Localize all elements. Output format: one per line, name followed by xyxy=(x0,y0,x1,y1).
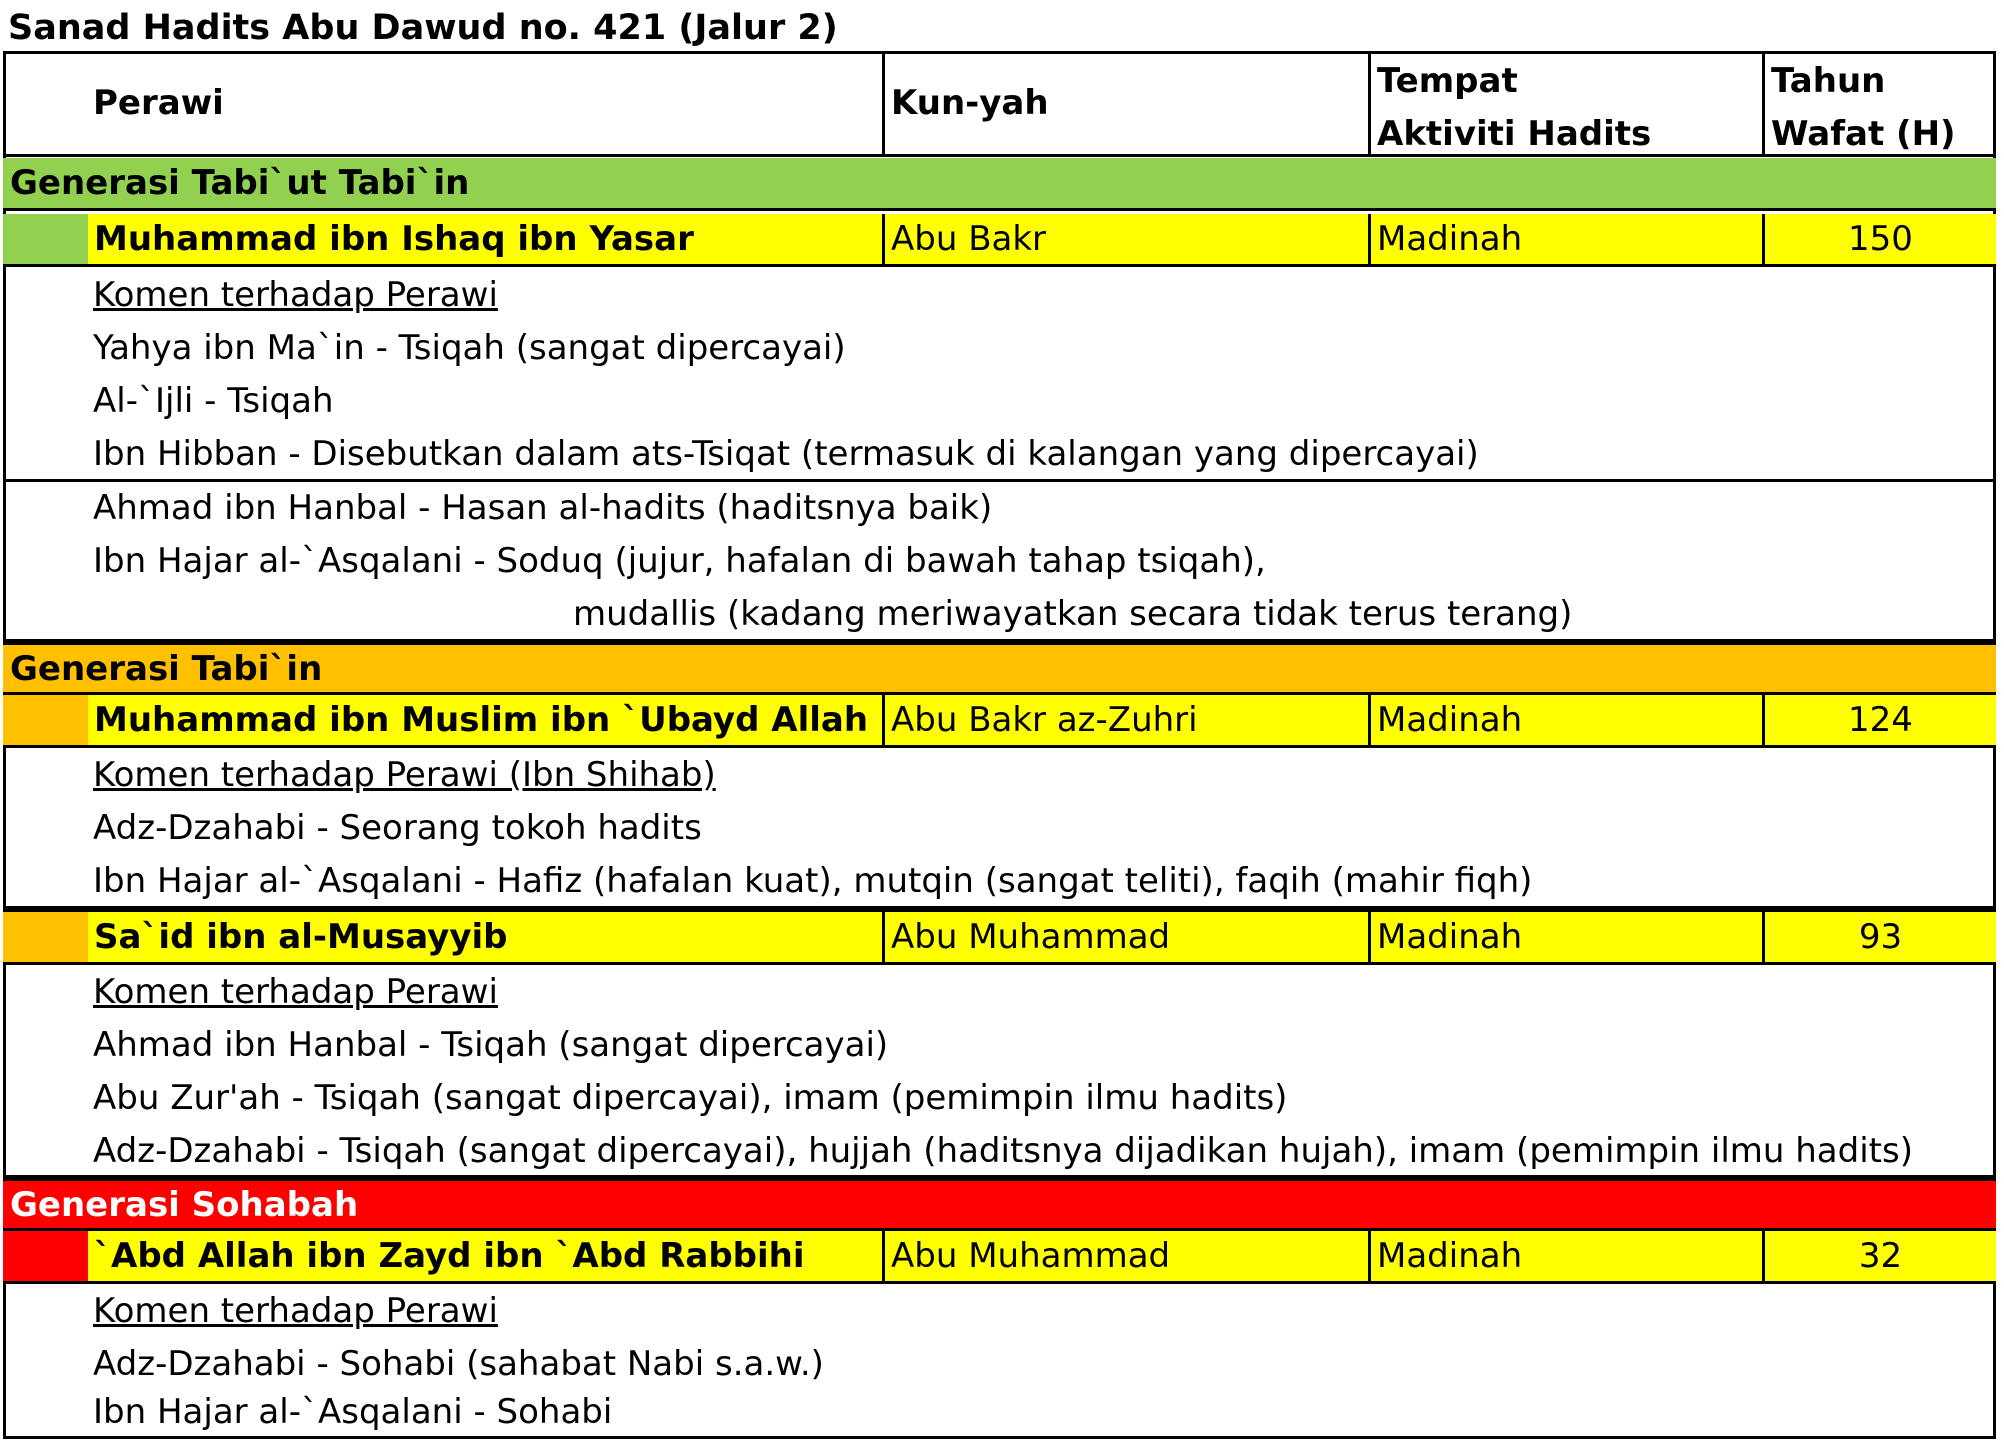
generation-marker xyxy=(3,1231,88,1281)
narrator-name: Muhammad ibn Muslim ibn `Ubayd Allah xyxy=(88,695,885,745)
narrator-tahun: 124 xyxy=(1765,695,1996,745)
comments-heading: Komen terhadap Perawi xyxy=(93,972,498,1012)
comment-line: Ibn Hajar al-`Asqalani - Sohabi xyxy=(93,1392,613,1432)
table-header xyxy=(3,51,1996,157)
comment-line: Ibn Hajar al-`Asqalani - Soduq (jujur, hafalan di bawah tahap tsiqah), xyxy=(93,541,1266,581)
narrator-tempat: Madinah xyxy=(1371,912,1765,962)
generation-tabiut-tabiin: Generasi Tabi`ut Tabi`in xyxy=(3,158,1996,211)
narrator-tempat: Madinah xyxy=(1371,695,1765,745)
narrator-name: Muhammad ibn Ishaq ibn Yasar xyxy=(88,214,885,264)
generation-marker xyxy=(3,695,88,745)
narrator-name: Sa`id ibn al-Musayyib xyxy=(88,912,885,962)
comment-line: Ibn Hajar al-`Asqalani - Hafiz (hafalan kuat), mutqin (sangat teliti), faqih (mahir fiqh) xyxy=(93,861,1533,901)
narrator-kunyah: Abu Muhammad xyxy=(885,1231,1371,1281)
generation-marker xyxy=(3,912,88,962)
narrator-row xyxy=(3,912,1996,965)
narrator-kunyah: Abu Muhammad xyxy=(885,912,1371,962)
comment-line: Ahmad ibn Hanbal - Tsiqah (sangat dipercayai) xyxy=(93,1025,889,1065)
header-tahun-line1: Tahun xyxy=(1771,61,1886,101)
comment-line: Al-`Ijli - Tsiqah xyxy=(93,381,334,421)
generation-marker xyxy=(3,214,88,264)
narrator-row xyxy=(3,1231,1996,1284)
narrator-kunyah: Abu Bakr az-Zuhri xyxy=(885,695,1371,745)
comments-heading: Komen terhadap Perawi xyxy=(93,275,498,315)
narrator-tahun: 150 xyxy=(1765,214,1996,264)
header-tempat xyxy=(1371,51,1765,154)
generation-sohabah: Generasi Sohabah xyxy=(3,1175,1996,1231)
comment-line: Ahmad ibn Hanbal - Hasan al-hadits (haditsnya baik) xyxy=(93,488,993,528)
page-title: Sanad Hadits Abu Dawud no. 421 (Jalur 2) xyxy=(8,8,838,48)
narrator-row xyxy=(3,695,1996,748)
comments-heading: Komen terhadap Perawi xyxy=(93,1291,498,1331)
header-perawi: Perawi xyxy=(3,51,885,154)
comment-line: Ibn Hibban - Disebutkan dalam ats-Tsiqat (termasuk di kalangan yang dipercayai) xyxy=(93,434,1479,474)
comment-line: Abu Zur'ah - Tsiqah (sangat dipercayai), imam (pemimpin ilmu hadits) xyxy=(93,1078,1288,1118)
narrator-tahun: 32 xyxy=(1765,1231,1996,1281)
comments-heading: Komen terhadap Perawi (Ibn Shihab) xyxy=(93,755,716,795)
header-tempat-line2: Aktiviti Hadits xyxy=(1377,114,1652,154)
generation-tabiin: Generasi Tabi`in xyxy=(3,639,1996,695)
header-tahun xyxy=(1765,51,1996,154)
narrator-tempat: Madinah xyxy=(1371,214,1765,264)
header-tahun-line2: Wafat (H) xyxy=(1771,114,1956,154)
header-tempat-line1: Tempat xyxy=(1377,61,1518,101)
comment-line: Adz-Dzahabi - Sohabi (sahabat Nabi s.a.w.) xyxy=(93,1344,824,1384)
narrator-name: `Abd Allah ibn Zayd ibn `Abd Rabbihi xyxy=(88,1231,885,1281)
comment-line: Adz-Dzahabi - Tsiqah (sangat dipercayai), hujjah (haditsnya dijadikan hujah), imam (pemimpin ilmu hadits) xyxy=(93,1131,1913,1171)
narrator-row xyxy=(3,214,1996,267)
narrator-tempat: Madinah xyxy=(1371,1231,1765,1281)
comment-line: mudallis (kadang meriwayatkan secara tidak terus terang) xyxy=(573,594,1573,634)
narrator-tahun: 93 xyxy=(1765,912,1996,962)
narrator-kunyah: Abu Bakr xyxy=(885,214,1371,264)
header-kunyah: Kun-yah xyxy=(885,51,1371,154)
comment-line: Yahya ibn Ma`in - Tsiqah (sangat dipercayai) xyxy=(93,328,846,368)
comment-line: Adz-Dzahabi - Seorang tokoh hadits xyxy=(93,808,702,848)
